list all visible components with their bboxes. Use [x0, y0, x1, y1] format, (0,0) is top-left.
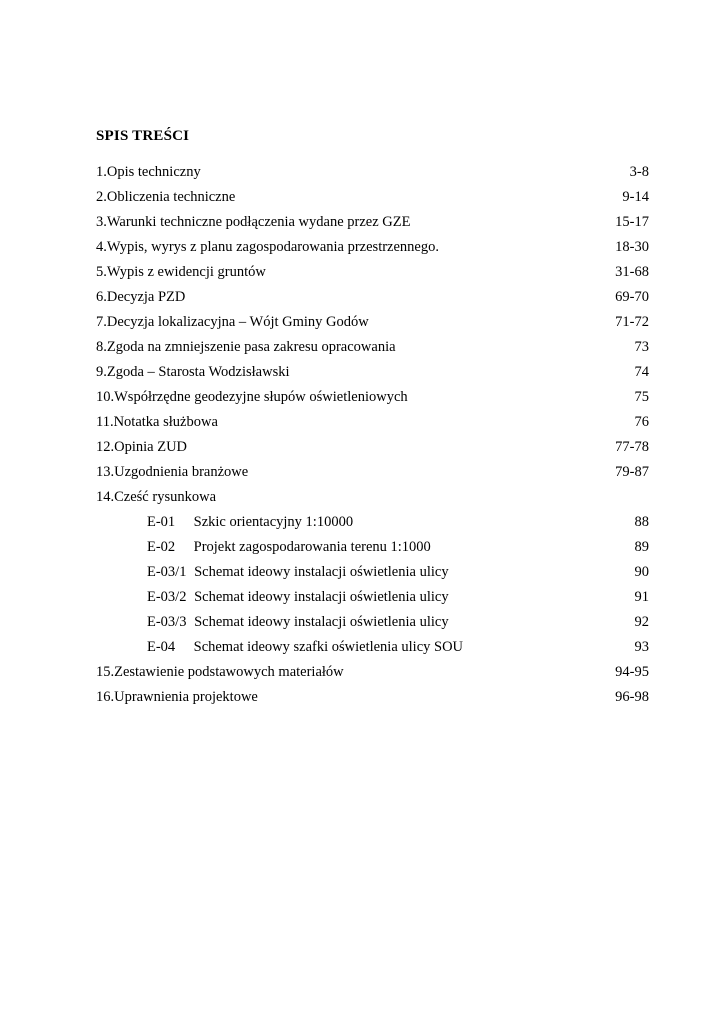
drawing-code: E-03/3 [147, 614, 187, 630]
toc-drawing-entry [96, 560, 649, 585]
toc-entry-label: 16.Uprawnienia projektowe [96, 689, 258, 705]
drawing-title: Szkic orientacyjny 1:10000 [193, 514, 354, 530]
toc-entry-pages: 96-98 [615, 689, 649, 705]
drawing-title: Schemat ideowy instalacji oświetlenia ulicy [194, 614, 449, 630]
toc-drawing-entry [96, 585, 649, 610]
toc-entry-label: 15.Zestawienie podstawowych materiałów [96, 664, 344, 680]
toc-title: SPIS TREŚCI [96, 128, 190, 144]
drawing-code: E-03/1 [147, 564, 187, 580]
toc-drawing-label-group [96, 535, 431, 560]
drawing-title: Schemat ideowy szafki oświetlenia ulicy SOU [193, 639, 464, 655]
toc-drawing-label-group [96, 635, 463, 660]
toc-entry-pages: 79-87 [615, 464, 649, 480]
toc-drawing-entry [96, 635, 649, 660]
toc-entry-label: 10.Współrzędne geodezyjne słupów oświetleniowych [96, 389, 408, 405]
toc-drawing-label-group [96, 560, 449, 585]
toc-entry [96, 210, 649, 235]
toc-entry-label: 6.Decyzja PZD [96, 289, 186, 305]
toc-entry-pages: 90 [634, 564, 649, 580]
toc-entry-label: 13.Uzgodnienia branżowe [96, 464, 249, 480]
toc-entry-label: 9.Zgoda – Starosta Wodzisławski [96, 364, 290, 380]
toc-entry-pages: 31-68 [615, 264, 649, 280]
toc-entry-pages: 76 [634, 414, 649, 430]
toc-entry [96, 285, 649, 310]
toc-entry-label: 4.Wypis, wyrys z planu zagospodarowania przestrzennego. [96, 239, 439, 255]
toc-entry [96, 410, 649, 435]
toc-entry [96, 160, 649, 185]
toc-entry [96, 335, 649, 360]
toc-entry-pages: 93 [634, 639, 649, 655]
toc-entry-label: 5.Wypis z ewidencji gruntów [96, 264, 266, 280]
toc-entry-pages: 73 [634, 339, 649, 355]
toc-entry-pages: 77-78 [615, 439, 649, 455]
toc-entry-label: 12.Opinia ZUD [96, 439, 188, 455]
toc-entry [96, 235, 649, 260]
toc-entry-label: 2.Obliczenia techniczne [96, 189, 236, 205]
toc-entry [96, 360, 649, 385]
drawing-title: Schemat ideowy instalacji oświetlenia ulicy [194, 564, 449, 580]
toc-entry [96, 460, 649, 485]
toc-drawing-label-group [96, 585, 449, 610]
drawing-code: E-01 [147, 514, 176, 530]
toc-entry-label: 14.Cześć rysunkowa [96, 489, 217, 505]
toc-entry-pages: 3-8 [629, 164, 649, 180]
drawing-title: Schemat ideowy instalacji oświetlenia ulicy [194, 589, 449, 605]
toc-entry-pages: 75 [634, 389, 649, 405]
toc-entry-pages: 92 [634, 614, 649, 630]
toc-entry [96, 310, 649, 335]
toc-entry-pages: 18-30 [615, 239, 649, 255]
toc-drawing-entry [96, 535, 649, 560]
toc-drawing-entry [96, 610, 649, 635]
toc-entry-pages: 9-14 [622, 189, 649, 205]
toc-entry [96, 660, 649, 685]
toc-entry-pages: 89 [634, 539, 649, 555]
toc-entry-pages: 94-95 [615, 664, 649, 680]
drawing-code: E-02 [147, 539, 176, 555]
toc-drawing-entry [96, 510, 649, 535]
toc-entry [96, 385, 649, 410]
drawing-title: Projekt zagospodarowania terenu 1:1000 [193, 539, 431, 555]
toc-entry-pages: 88 [634, 514, 649, 530]
toc-entry-pages: 91 [634, 589, 649, 605]
toc-entry-label: 1.Opis techniczny [96, 164, 201, 180]
toc-entry-pages: 69-70 [615, 289, 649, 305]
toc-entry-label: 11.Notatka służbowa [96, 414, 218, 430]
drawing-code: E-04 [147, 639, 176, 655]
toc-entry [96, 685, 649, 710]
toc-entry-pages: 74 [634, 364, 649, 380]
toc-entry [96, 185, 649, 210]
drawing-code: E-03/2 [147, 589, 187, 605]
toc-entry-label: 8.Zgoda na zmniejszenie pasa zakresu opracowania [96, 339, 396, 355]
toc-entry [96, 435, 649, 460]
toc-entry-pages: 71-72 [615, 314, 649, 330]
toc-entry-label: 3.Warunki techniczne podłączenia wydane przez GZE [96, 214, 411, 230]
toc-list [96, 160, 649, 710]
toc-drawing-label-group [96, 610, 449, 635]
toc-drawing-label-group [96, 510, 353, 535]
toc-entry-pages: 15-17 [615, 214, 649, 230]
toc-entry [96, 260, 649, 285]
toc-entry [96, 485, 649, 510]
toc-entry-label: 7.Decyzja lokalizacyjna – Wójt Gminy Godów [96, 314, 369, 330]
